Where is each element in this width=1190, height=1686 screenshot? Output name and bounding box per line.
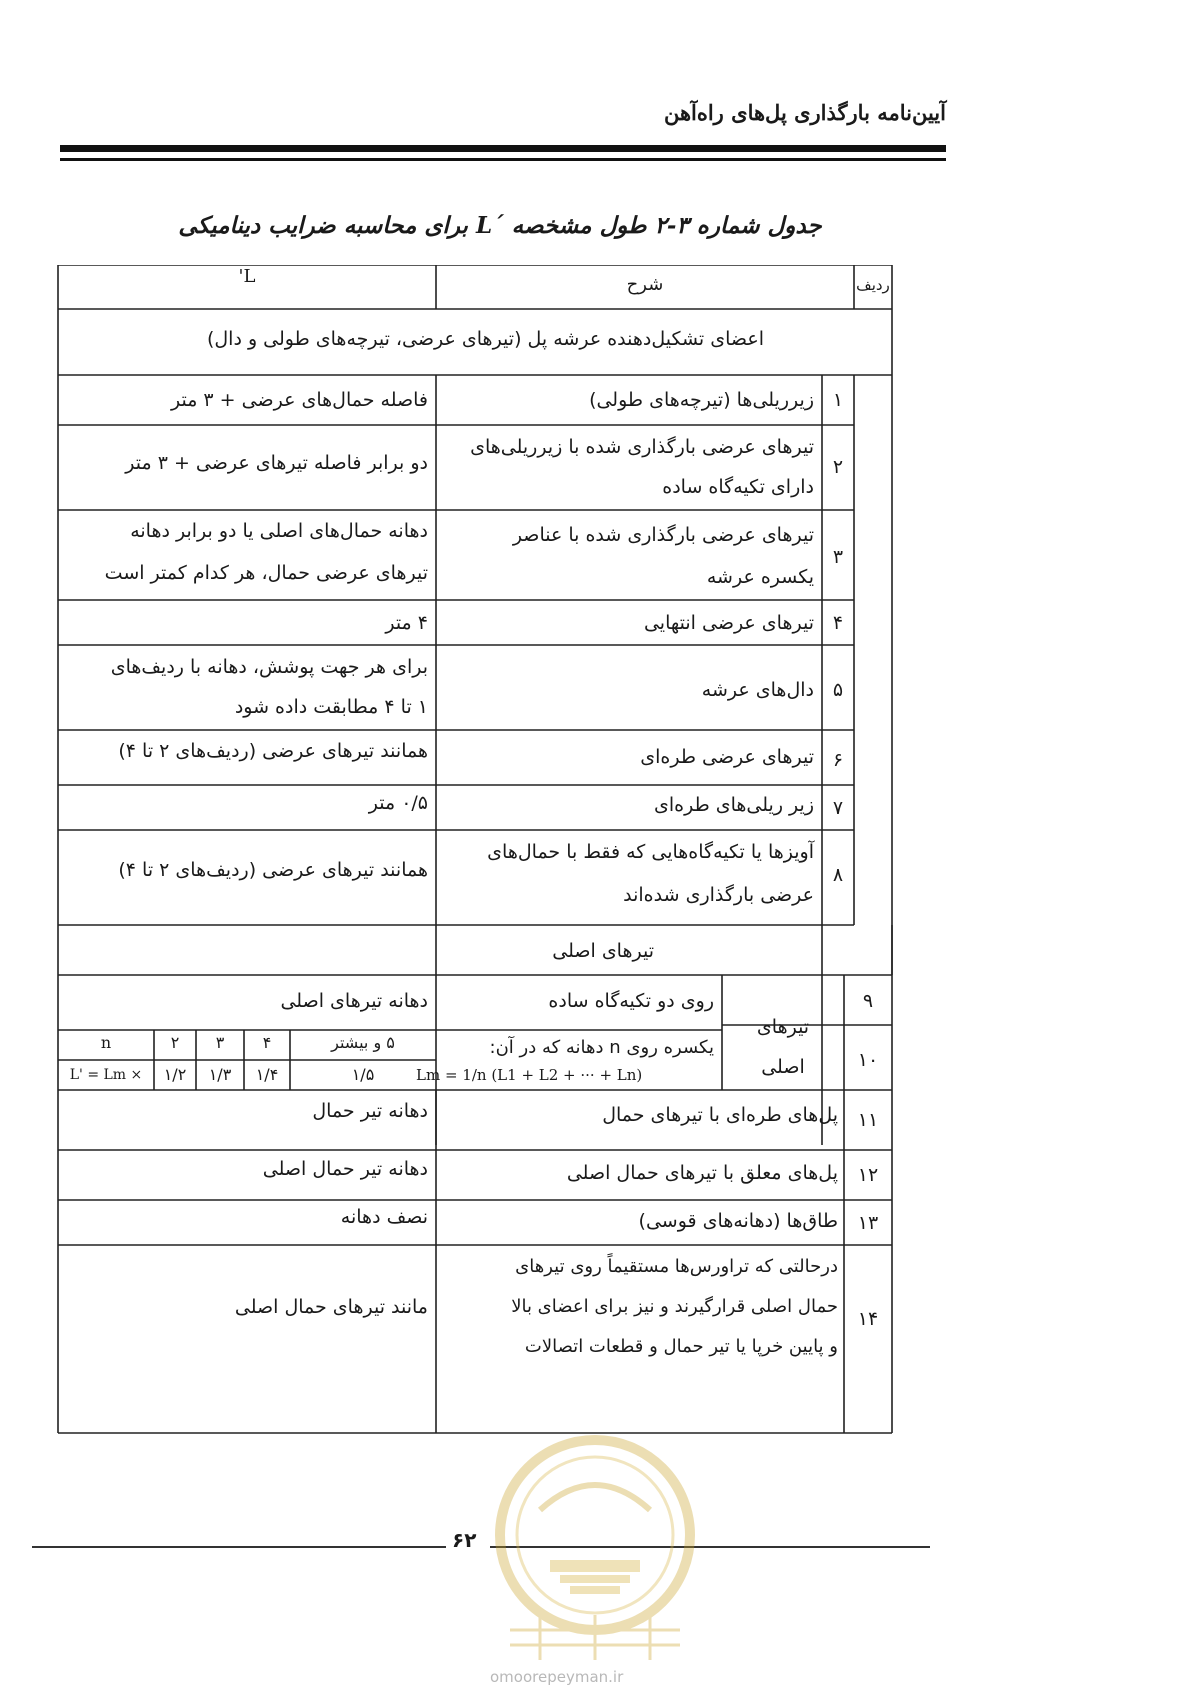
- row-description: زیرریلی‌ها (تیرچه‌های طولی): [589, 389, 814, 411]
- row-description: پل‌های طره‌ای با تیرهای حمال: [602, 1104, 838, 1126]
- row-description: تیرهای عرضی انتهایی: [643, 612, 814, 634]
- footer-rule-left: [32, 1546, 446, 1548]
- row-description: زیر ریلی‌های طره‌ای: [653, 794, 814, 816]
- row-description: یکسره عرشه: [706, 566, 814, 588]
- row-number: ۷: [832, 797, 844, 819]
- row-value: ۴ متر: [385, 612, 428, 634]
- row-description: روی دو تکیه‌گاه ساده: [548, 990, 714, 1012]
- publisher-watermark-logo: [480, 1430, 710, 1670]
- span-count-header: ۲: [170, 1033, 180, 1052]
- section-title-main-girders: تیرهای اصلی: [552, 940, 654, 962]
- row-value: نصف دهانه: [340, 1206, 428, 1228]
- group-label-main-girders-line2: اصلی: [761, 1056, 805, 1078]
- row-description: تیرهای عرضی بارگذاری شده با زیرریلی‌های: [470, 436, 814, 458]
- row-description: حمال اصلی قرارگیرند و نیز برای اعضای بالا: [511, 1296, 838, 1317]
- header-rule-thick: [60, 145, 946, 152]
- row-value: همانند تیرهای عرضی (ردیف‌های ۲ تا ۴): [118, 740, 428, 762]
- row-description: و پایین خرپا یا تیر حمال و قطعات اتصالات: [524, 1336, 838, 1357]
- span-count-header: n: [100, 1033, 112, 1052]
- row-description: طاق‌ها (دهانه‌های قوسی): [638, 1210, 838, 1232]
- row-value: دهانه تیر حمال: [312, 1100, 428, 1122]
- column-header-description: شرح: [626, 274, 664, 295]
- row-value: برای هر جهت پوشش، دهانه با ردیف‌های: [110, 656, 428, 678]
- row-value: دهانه حمال‌های اصلی یا دو برابر دهانه: [130, 520, 428, 542]
- span-count-header: ۴: [262, 1033, 272, 1052]
- row-description: آویزها یا تکیه‌گاه‌هایی که فقط با حمال‌های: [487, 841, 814, 863]
- span-count-header: ۵ و بیشتر: [331, 1033, 395, 1052]
- row-description: تیرهای عرضی بارگذاری شده با عناصر: [512, 524, 814, 546]
- row-number: ۹: [862, 990, 874, 1012]
- row-number: ۱۳: [857, 1212, 879, 1234]
- row-number: ۸: [832, 864, 844, 886]
- row-value: دو برابر فاصله تیرهای عرضی + ۳ متر: [125, 452, 428, 474]
- section-title-deck: اعضای تشکیل‌دهنده عرشه پل (تیرهای عرضی، تیرچه‌های طولی و دال): [206, 328, 764, 350]
- group-label-main-girders-line1: تیرهای: [756, 1016, 810, 1038]
- column-header-row-number: ردیف: [856, 276, 890, 294]
- row-value: فاصله حمال‌های عرضی + ۳ متر: [170, 389, 428, 411]
- length-factor: ۱/۵: [351, 1065, 375, 1084]
- row-number: ۱: [832, 389, 844, 411]
- page-number: ۶۲: [452, 1528, 477, 1552]
- row-number: ۶: [832, 749, 844, 771]
- row-value: ۰/۵ متر: [368, 792, 428, 814]
- table-title: جدول شماره ۳-۲ طول مشخصه ´L برای محاسبه ضرایب دینامیکی: [178, 212, 822, 239]
- length-factor: ۱/۲: [163, 1065, 187, 1084]
- span-count-header: ۳: [215, 1033, 225, 1052]
- row-number: ۵: [832, 679, 844, 701]
- row-description: عرضی بارگذاری شده‌اند: [623, 884, 814, 906]
- row-description: یکسره روی n دهانه که در آن:: [489, 1037, 714, 1058]
- row-number: ۱۴: [857, 1308, 879, 1330]
- length-factor: ۱/۴: [255, 1065, 279, 1084]
- row-description: دارای تکیه‌گاه ساده: [662, 476, 814, 498]
- row-number: ۴: [832, 612, 844, 634]
- row-value: تیرهای عرضی حمال، هر کدام کمتر است: [104, 562, 428, 584]
- row-value: ۱ تا ۴ مطابقت داده شود: [234, 696, 428, 718]
- length-factor: ۱/۳: [208, 1065, 232, 1084]
- row-number: ۱۰: [857, 1049, 879, 1071]
- site-watermark-text: omoorepeyman.ir: [490, 1668, 624, 1686]
- row-number: ۳: [832, 546, 844, 568]
- book-title: آیین‌نامه بارگذاری پل‌های راه‌آهن: [663, 100, 946, 125]
- mean-span-formula: Lm = 1/n (L1 + L2 + ··· + Ln): [416, 1066, 643, 1084]
- row-description: پل‌های معلق با تیرهای حمال اصلی: [566, 1162, 838, 1184]
- header-rule-thin: [60, 158, 946, 161]
- row-value: دهانه تیر حمال اصلی: [262, 1158, 428, 1180]
- row-description: درحالتی که تراورس‌ها مستقیماً روی تیرهای: [515, 1256, 838, 1277]
- row-number: ۲: [832, 456, 844, 478]
- row-value: همانند تیرهای عرضی (ردیف‌های ۲ تا ۴): [118, 859, 428, 881]
- length-factor-formula: L' = Lm ×: [69, 1067, 143, 1083]
- row-value: مانند تیرهای حمال اصلی: [234, 1296, 428, 1318]
- row-description: تیرهای عرضی طره‌ای: [640, 746, 814, 768]
- row-value: دهانه تیرهای اصلی: [280, 990, 428, 1012]
- characteristic-length-table: [44, 265, 904, 1447]
- column-header-value: L': [238, 266, 256, 287]
- row-number: ۱۲: [857, 1164, 879, 1186]
- row-number: ۱۱: [857, 1109, 879, 1131]
- row-description: دال‌های عرشه: [701, 679, 814, 701]
